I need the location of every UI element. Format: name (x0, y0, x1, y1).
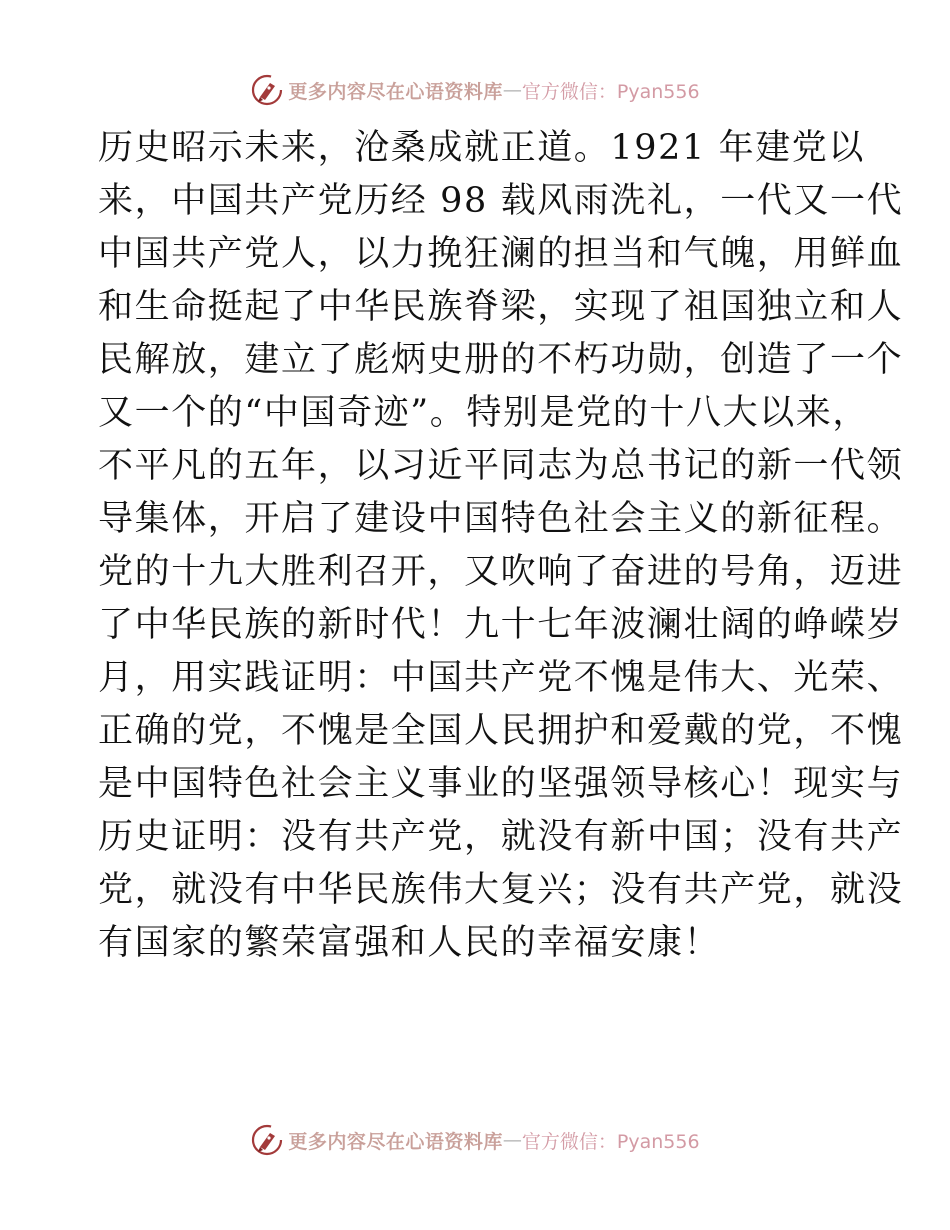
header-dash: — (502, 79, 522, 101)
footer-contact-text: 官方微信：Pyan556 (521, 1130, 700, 1153)
header-contact-text: 官方微信：Pyan556 (521, 80, 700, 103)
text-line: 正确的党，不愧是全国人民拥护和爱戴的党，不愧 (98, 711, 904, 751)
text-line: 党的十九大胜利召开，又吹响了奋进的号角，迈进 (98, 552, 904, 592)
text-line: 历史昭示未来，沧桑成就正道。1921 年建党以 (98, 128, 865, 168)
text-line: 了中华民族的新时代！九十七年波澜壮阔的峥嵘岁 (98, 605, 904, 645)
header-watermark (0, 70, 950, 110)
text-line: 不平凡的五年，以习近平同志为总书记的新一代领 (98, 446, 904, 486)
pen-nib-circle-icon (250, 73, 284, 107)
pen-nib-circle-icon (250, 1123, 284, 1157)
text-line: 有国家的繁荣富强和人民的幸福安康！ (98, 923, 721, 963)
footer-dash: — (502, 1129, 522, 1151)
text-line: 又一个的“中国奇迹”。特别是党的十八大以来， (98, 393, 869, 433)
footer-brand-text: 更多内容尽在心语资料库 (288, 1130, 503, 1153)
header-brand-text: 更多内容尽在心语资料库 (288, 80, 503, 103)
text-line: 月，用实践证明：中国共产党不愧是伟大、光荣、 (98, 658, 904, 698)
text-line: 中国共产党人，以力挽狂澜的担当和气魄，用鲜血 (98, 234, 904, 274)
article-paragraph (98, 122, 904, 970)
text-line: 党，就没有中华民族伟大复兴；没有共产党，就没 (98, 870, 904, 910)
text-line: 和生命挺起了中华民族脊梁，实现了祖国独立和人 (98, 287, 904, 327)
footer-watermark (0, 1120, 950, 1160)
text-line: 导集体，开启了建设中国特色社会主义的新征程。 (98, 499, 904, 539)
text-line: 是中国特色社会主义事业的坚强领导核心！现实与 (98, 764, 904, 804)
text-line: 民解放，建立了彪炳史册的不朽功勋，创造了一个 (98, 340, 904, 380)
text-line: 历史证明：没有共产党，就没有新中国；没有共产 (98, 817, 904, 857)
text-line: 来，中国共产党历经 98 载风雨洗礼，一代又一代 (98, 181, 904, 221)
